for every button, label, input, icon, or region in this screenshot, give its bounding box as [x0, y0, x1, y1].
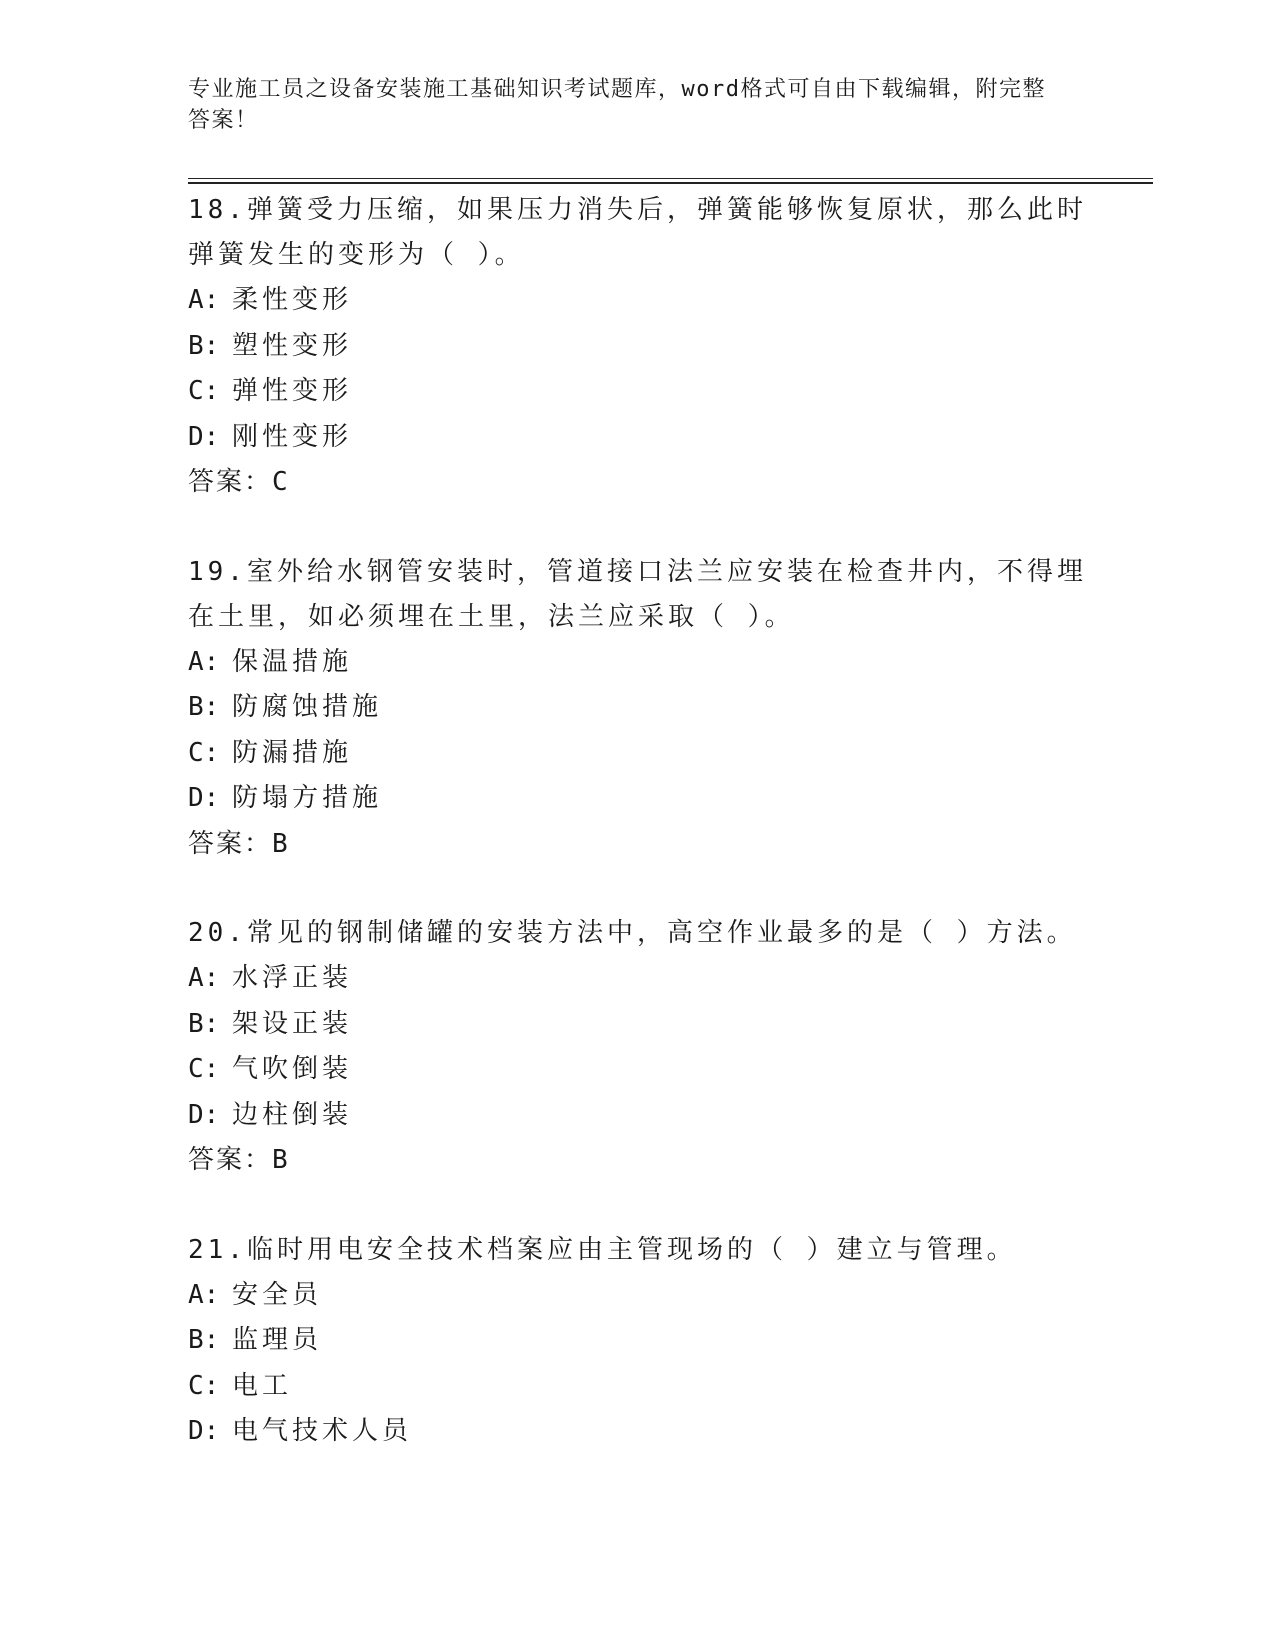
option-d: [188, 415, 1088, 461]
option-letter: A:: [188, 646, 220, 677]
option-text: 塑性变形: [232, 330, 353, 361]
option-c: [188, 1364, 1088, 1410]
answer-line: 答案：C: [188, 467, 290, 497]
option-text: 安全员: [232, 1279, 323, 1310]
option-b: [188, 1318, 1088, 1364]
option-text: 水浮正装: [232, 963, 353, 993]
question-stem: 18.弹簧受力压缩，如果压力消失后，弹簧能够恢复原状，那么此时弹簧发生的变形为（ ）。: [188, 195, 1087, 270]
option-letter: A:: [188, 963, 220, 993]
question-stem: 19.室外给水钢管安装时，管道接口法兰应安装在检查井内，不得埋在土里，如必须埋在土里，法兰应采取（ ）。: [188, 556, 1087, 632]
option-letter: D:: [188, 421, 220, 452]
option-a: [188, 1273, 1088, 1319]
option-text: 架设正装: [232, 1008, 353, 1039]
option-a: [188, 278, 1088, 324]
question-stem: 20.常见的钢制储罐的安装方法中，高空作业最多的是（ ）方法。: [188, 918, 1077, 948]
option-b: [188, 324, 1088, 370]
option-c: [188, 731, 1088, 777]
option-d: [188, 1409, 1088, 1455]
option-text: 监理员: [232, 1325, 323, 1355]
option-b: [188, 1002, 1088, 1048]
option-text: 防漏措施: [232, 737, 353, 768]
option-letter: C:: [188, 1054, 220, 1084]
answer-line: 答案：B: [188, 828, 290, 859]
option-text: 电工: [232, 1370, 293, 1401]
question-19: [188, 550, 1088, 868]
option-letter: A:: [188, 1279, 220, 1310]
option-text: 保温措施: [232, 646, 353, 677]
option-letter: B:: [188, 1008, 220, 1039]
header-divider-thick: [188, 182, 1153, 184]
option-letter: D:: [188, 1099, 220, 1130]
question-20: [188, 911, 1088, 1184]
option-text: 边柱倒装: [232, 1099, 353, 1130]
question-stem: 21.临时用电安全技术档案应由主管现场的（ ）建立与管理。: [188, 1234, 1017, 1265]
option-letter: B:: [188, 1325, 220, 1355]
option-a: [188, 956, 1088, 1002]
option-text: 刚性变形: [232, 421, 353, 452]
question-21: [188, 1228, 1088, 1455]
option-text: 弹性变形: [232, 376, 353, 406]
option-c: [188, 369, 1088, 415]
option-text: 防腐蚀措施: [232, 692, 383, 722]
answer-line: 答案：B: [188, 1145, 290, 1175]
option-a: [188, 640, 1088, 686]
question-list: [188, 188, 1088, 1499]
option-d: [188, 776, 1088, 822]
option-text: 柔性变形: [232, 285, 353, 315]
option-b: [188, 685, 1088, 731]
document-header: 专业施工员之设备安装施工基础知识考试题库，word格式可自由下载编辑，附完整答案！: [188, 77, 1046, 133]
option-letter: D:: [188, 1416, 220, 1446]
option-text: 防塌方措施: [232, 783, 383, 813]
option-letter: B:: [188, 330, 220, 361]
option-letter: C:: [188, 376, 220, 406]
option-letter: D:: [188, 783, 220, 813]
option-text: 电气技术人员: [232, 1416, 413, 1446]
question-18: [188, 188, 1088, 506]
option-letter: C:: [188, 737, 220, 768]
option-letter: C:: [188, 1370, 220, 1401]
option-c: [188, 1047, 1088, 1093]
header-divider-thin: [188, 178, 1153, 179]
option-d: [188, 1093, 1088, 1139]
option-letter: A:: [188, 285, 220, 315]
option-letter: B:: [188, 692, 220, 722]
option-text: 气吹倒装: [232, 1054, 353, 1084]
